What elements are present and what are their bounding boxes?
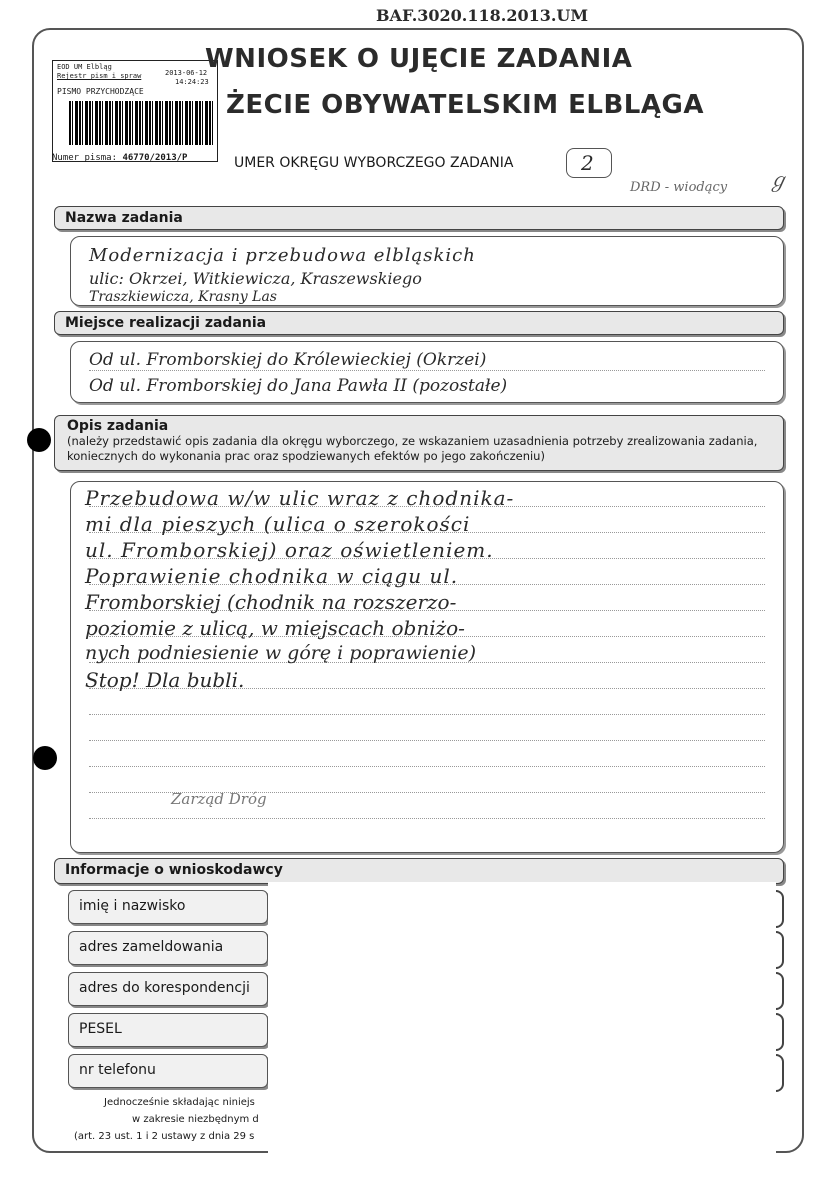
- description-line: Fromborskiej (chodnik na rozszerzo-: [85, 590, 457, 614]
- field-edge: [776, 1054, 784, 1092]
- section-applicant-label: Informacje o wnioskodawcy: [65, 862, 283, 878]
- description-line: Przebudowa w/w ulic wraz z chodnika-: [85, 486, 515, 510]
- location-line: Od ul. Fromborskiej do Królewieckiej (Okrzei): [89, 350, 487, 370]
- field-edge: [776, 972, 784, 1010]
- stamp-number-row: [52, 153, 187, 163]
- section-location: [54, 311, 784, 335]
- dotted-line: [89, 766, 765, 767]
- location-box: [70, 341, 784, 403]
- field-label-registered-address: adres zameldowania: [68, 931, 268, 965]
- district-number: 2: [581, 151, 594, 175]
- footer-line: w zakresie niezbędnym d: [132, 1114, 259, 1125]
- description-line: nych podniesienie w górę i poprawienie): [85, 642, 476, 664]
- district-label: UMER OKRĘGU WYBORCZEGO ZADANIA: [234, 155, 514, 171]
- description-line: poziomie z ulicą, w miejscach obniżo-: [85, 616, 465, 640]
- stamp-kind: PISMO PRZYCHODZĄCE: [57, 87, 144, 96]
- dotted-line: [89, 740, 765, 741]
- section-description-label: Opis zadania: [67, 418, 169, 434]
- stamp-office: EOD UM Elbląg: [57, 63, 112, 71]
- description-line: Poprawienie chodnika w ciągu ul.: [85, 564, 459, 588]
- field-label-name: imię i nazwisko: [68, 890, 268, 924]
- page-title-line1: WNIOSEK O UJĘCIE ZADANIA: [205, 44, 633, 74]
- section-applicant: [54, 858, 784, 884]
- district-annotation: DRD - wiodący: [630, 180, 728, 195]
- task-name-line: Traszkiewicza, Krasny Las: [89, 289, 277, 305]
- description-line: ul. Fromborskiej) oraz oświetleniem.: [85, 538, 494, 562]
- section-task-name: [54, 206, 784, 230]
- field-label-correspondence-address: adres do korespondencji: [68, 972, 268, 1006]
- stamp-number-label: Numer pisma:: [52, 153, 118, 163]
- district-number-box: [566, 148, 612, 178]
- task-name-line: ulic: Okrzei, Witkiewicza, Kraszewskiego: [89, 269, 422, 288]
- registry-stamp: [52, 60, 218, 162]
- field-edge: [776, 890, 784, 928]
- stamp-date: 2013-06-12: [165, 69, 208, 77]
- task-name-line: Modernizacja i przebudowa elbląskich: [89, 245, 476, 266]
- initials-mark: ℊ: [768, 168, 788, 192]
- dotted-line: [89, 370, 765, 371]
- barcode: [69, 101, 215, 145]
- location-line: Od ul. Fromborskiej do Jana Pawła II (pozostałe): [89, 376, 508, 396]
- description-box: [70, 481, 784, 853]
- page-title-line2: ŻECIE OBYWATELSKIM ELBLĄGA: [226, 90, 704, 120]
- stamp-time: 14:24:23: [175, 78, 209, 86]
- stamp-registry: Rejestr pism i spraw: [57, 72, 142, 80]
- redaction-block: [268, 882, 776, 1183]
- description-line: mi dla pieszych (ulica o szerokości: [85, 512, 471, 536]
- field-label-phone: nr telefonu: [68, 1054, 268, 1088]
- footer-line: (art. 23 ust. 1 i 2 ustawy z dnia 29 s: [74, 1131, 255, 1142]
- field-label-pesel: PESEL: [68, 1013, 268, 1047]
- description-line: Stop! Dla bubli.: [85, 668, 245, 692]
- field-edge: [776, 1013, 784, 1051]
- punch-hole: [27, 428, 51, 452]
- stamp-number: 46770/2013/P: [122, 153, 188, 163]
- description-signature: Zarząd Dróg: [171, 790, 267, 808]
- punch-hole: [33, 746, 57, 770]
- section-location-label: Miejsce realizacji zadania: [65, 315, 267, 331]
- dotted-line: [89, 818, 765, 819]
- footer-line: Jednocześnie składając niniejs: [104, 1097, 255, 1108]
- section-description-note: (należy przedstawić opis zadania dla okręgu wyborczego, ze wskazaniem uzasadnienia potrzeby zrealizowania zadania, koniecznych do wykonania prac oraz spodziewanych efektów po jego zakończeniu): [67, 434, 758, 463]
- field-edge: [776, 931, 784, 969]
- case-reference: BAF.3020.118.2013.UM: [376, 6, 589, 25]
- section-description: [54, 415, 784, 471]
- dotted-line: [89, 714, 765, 715]
- section-task-name-label: Nazwa zadania: [65, 210, 183, 226]
- task-name-box: [70, 236, 784, 306]
